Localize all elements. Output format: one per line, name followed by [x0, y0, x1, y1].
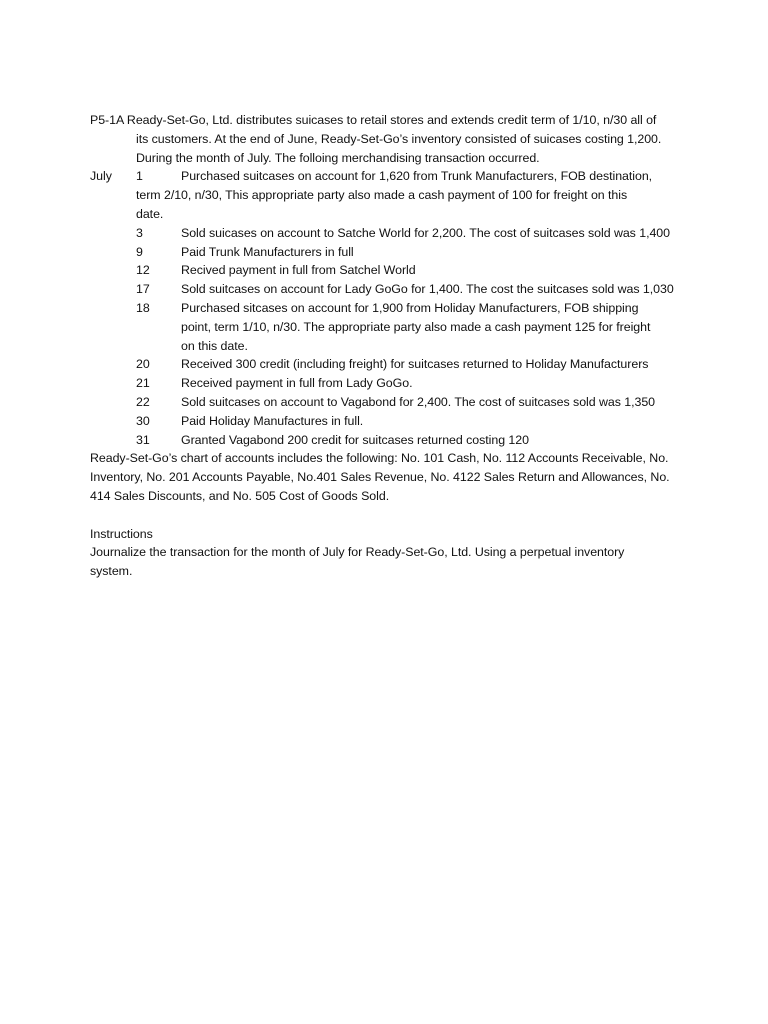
problem-line-2: its customers. At the end of June, Ready-Set-Go’s inventory consisted of suicases costing 1,200.	[136, 131, 662, 146]
transaction-day: 22	[136, 394, 150, 409]
transaction-text: Purchased suitcases on account for 1,620 from Trunk Manufacturers, FOB destination,	[181, 169, 653, 184]
transaction-entry	[90, 167, 690, 223]
instructions-section	[90, 525, 690, 581]
instructions-line: Journalize the transaction for the month of July for Ready-Set-Go, Ltd. Using a perpetual inventory	[90, 545, 625, 560]
document-page	[90, 111, 690, 581]
transaction-day: 17	[136, 282, 150, 297]
transaction-day: 1	[136, 169, 143, 184]
transaction-text: point, term 1/10, n/30. The appropriate party also made a cash payment 125 for freight	[181, 319, 651, 334]
problem-line-3: During the month of July. The folloing merchandising transaction occurred.	[136, 150, 540, 165]
transaction-text: Recived payment in full from Satchel World	[181, 263, 416, 278]
transaction-text: date.	[136, 206, 164, 221]
transaction-day: 3	[136, 225, 143, 240]
transaction-text: Received payment in full from Lady GoGo.	[181, 376, 413, 391]
transaction-entry	[90, 412, 690, 431]
transaction-entry	[90, 224, 690, 243]
transaction-day: 12	[136, 263, 150, 278]
transaction-text: Sold suitcases on account for Lady GoGo for 1,400. The cost the suitcases sold was 1,030	[181, 282, 674, 297]
transaction-text: Purchased sitcases on account for 1,900 from Holiday Manufacturers, FOB shipping	[181, 300, 639, 315]
transaction-entry	[90, 261, 690, 280]
transaction-list	[90, 167, 690, 449]
problem-id: P5-1A	[90, 113, 124, 127]
coa-line: Inventory, No. 201 Accounts Payable, No.401 Sales Revenue, No. 4122 Sales Return and Allowances, No.	[90, 470, 670, 485]
transaction-text: Paid Trunk Manufacturers in full	[181, 244, 354, 259]
transaction-text: Sold suitcases on account to Vagabond for 2,400. The cost of suitcases sold was 1,350	[181, 394, 656, 409]
transaction-text: on this date.	[181, 338, 248, 353]
transaction-entry	[90, 374, 690, 393]
transaction-entry	[90, 299, 690, 355]
problem-intro	[90, 111, 690, 167]
transaction-entry	[90, 393, 690, 412]
transaction-day: 18	[136, 300, 150, 315]
transaction-entry	[90, 431, 690, 450]
transaction-text: Paid Holiday Manufactures in full.	[181, 413, 364, 428]
transaction-text: Received 300 credit (including freight) for suitcases returned to Holiday Manufacturers	[181, 357, 649, 372]
instructions-heading: Instructions	[90, 526, 153, 541]
coa-line: 414 Sales Discounts, and No. 505 Cost of Goods Sold.	[90, 488, 390, 503]
transaction-entry	[90, 280, 690, 299]
transaction-day: 9	[136, 244, 143, 259]
transaction-entry	[90, 243, 690, 262]
transaction-day: 31	[136, 432, 150, 447]
transaction-day: 20	[136, 357, 150, 372]
transaction-day: 21	[136, 376, 150, 391]
transaction-text: term 2/10, n/30, This appropriate party also made a cash payment of 100 for freight on this	[136, 188, 628, 203]
problem-line-1: P5-1A Ready-Set-Go, Ltd. distributes suicases to retail stores and extends credit term of 1/10, n/30 all of	[90, 113, 657, 127]
chart-of-accounts	[90, 449, 690, 505]
month-label: July	[90, 169, 112, 184]
transaction-entry	[90, 355, 690, 374]
spacer	[90, 506, 690, 525]
transaction-text: Granted Vagabond 200 credit for suitcases returned costing 120	[181, 432, 529, 447]
coa-line: Ready-Set-Go’s chart of accounts includes the following: No. 101 Cash, No. 112 Accounts Receivable, No.	[90, 451, 669, 466]
transaction-day: 30	[136, 413, 150, 428]
transaction-text: Sold suicases on account to Satche World for 2,200. The cost of suitcases sold was 1,400	[181, 225, 670, 240]
instructions-line: system.	[90, 564, 133, 579]
